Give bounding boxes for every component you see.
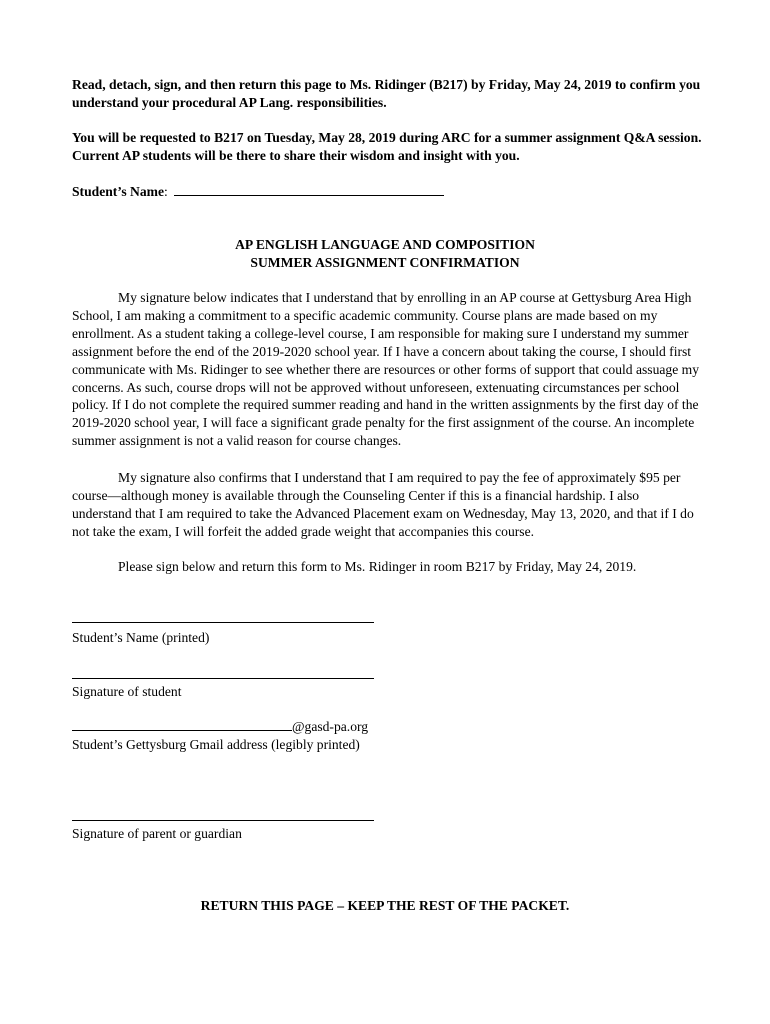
printed-name-label: Student’s Name (printed)	[72, 630, 210, 645]
email-domain: @gasd-pa.org	[292, 719, 369, 734]
email-label: Student’s Gettysburg Gmail address (legibly printed)	[72, 737, 360, 752]
parent-signature-label: Signature of parent or guardian	[72, 826, 242, 841]
printed-name-line[interactable]	[72, 622, 374, 623]
student-name-label: Student’s Name	[72, 184, 165, 199]
document-subtitle: SUMMER ASSIGNMENT CONFIRMATION	[250, 255, 520, 270]
body-paragraph-return: Please sign below and return this form to Ms. Ridinger in room B217 by Friday, May 24, 2019.	[118, 559, 637, 574]
document-title: AP ENGLISH LANGUAGE AND COMPOSITION	[235, 237, 535, 252]
return-instruction: RETURN THIS PAGE – KEEP THE REST OF THE PACKET.	[200, 898, 570, 913]
student-name-field[interactable]	[174, 182, 444, 196]
body-paragraph-fee: My signature also confirms that I understand that I am required to pay the fee of approximately $95 per course—although money is available through the Counseling Center if this is a financial hardship. I also understand that I am required to take the Advanced Placement exam on Wednesday, May 13, 2020, and that if I do not take the exam, I will forfeit the added grade weight that accompanies this course.	[72, 470, 694, 539]
student-name-colon: :	[164, 184, 168, 199]
student-name-row	[72, 182, 444, 201]
student-signature-line[interactable]	[72, 678, 374, 679]
email-row	[72, 718, 368, 736]
intro-qa-session: You will be requested to B217 on Tuesday, May 28, 2019 during ARC for a summer assignment Q&A session. Current AP students will be there to share their wisdom and insight with you.	[72, 130, 702, 163]
parent-signature-line[interactable]	[72, 820, 374, 821]
student-signature-label: Signature of student	[72, 684, 182, 699]
email-field[interactable]	[72, 718, 292, 731]
intro-instructions: Read, detach, sign, and then return this page to Ms. Ridinger (B217) by Friday, May 24, 2019 to confirm you understand your procedural AP Lang. responsibilities.	[72, 77, 701, 110]
body-paragraph-commitment: My signature below indicates that I understand that by enrolling in an AP course at Gettysburg Area High School, I am making a commitment to a specific academic community. Course plans are made based on my enrollment. As a student taking a college-level course, I am responsible for making sure I understand my summer assignment before the end of the 2019-2020 school year. If I have a concern about taking the course, I should first communicate with Ms. Ridinger to see whether there are resources or other forms of support that could assuage my concerns. As such, course drops will not be approved without unforeseen, extenuating circumstances per school policy. If I do not complete the required summer reading and hand in the written assignments by the first day of the 2019-2020 school year, I will face a significant grade penalty for the first assignment of the course. An incomplete summer assignment is not a valid reason for course changes.	[72, 290, 700, 449]
